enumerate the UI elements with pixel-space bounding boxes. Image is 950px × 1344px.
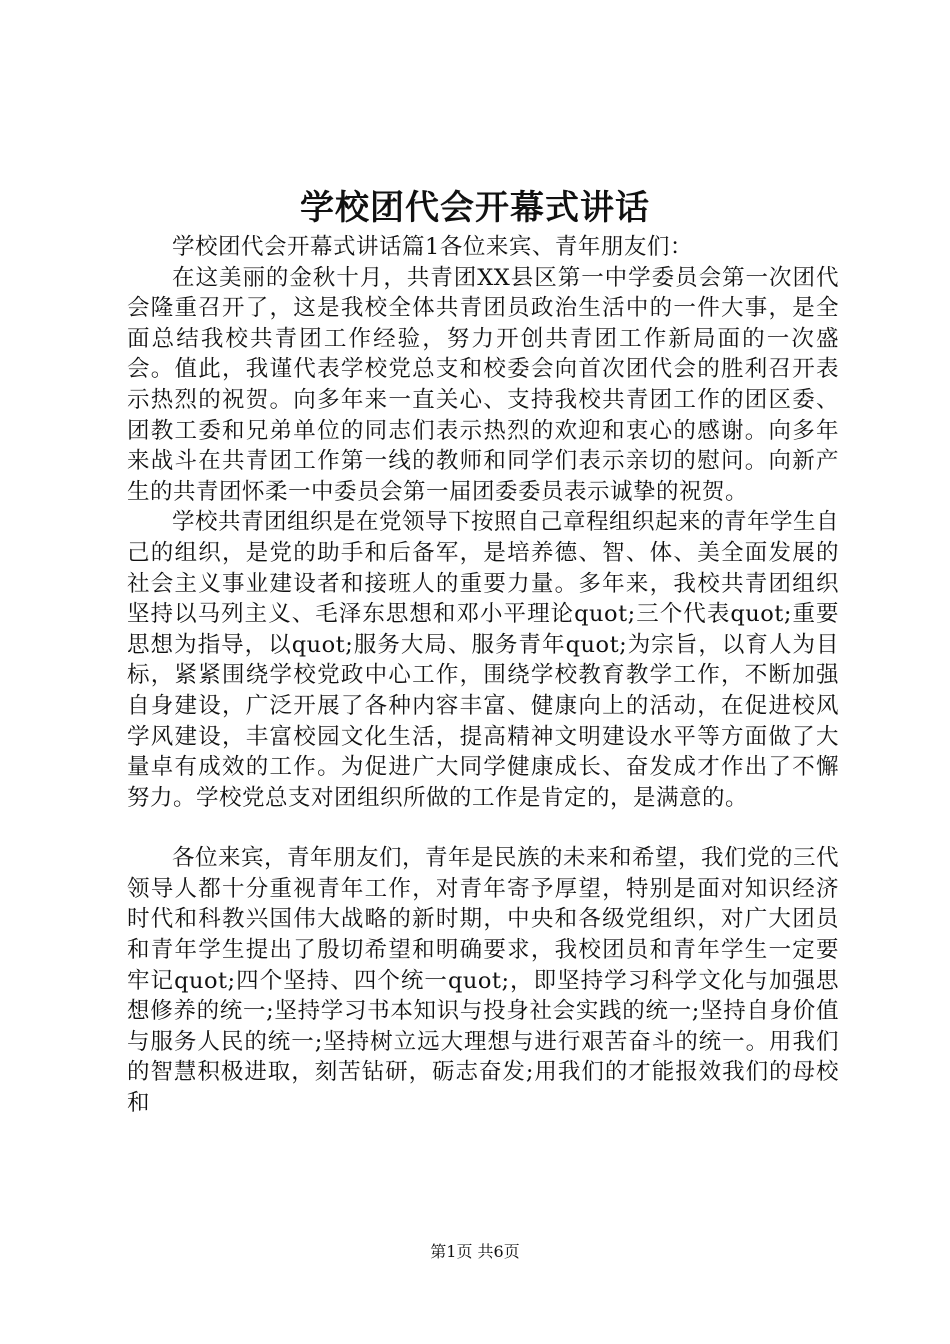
paragraph-achievements: 学校共青团组织是在党领导下按照自己章程组织起来的青年学生自己的组织，是党的助手和后备军，是培养德、智、体、美全面发展的社会主义事业建设者和接班人的重要力量。多年来，我校共青团组织坚持以马列主义、毛泽东思想和邓小平理论quot;三个代表quot;重要思想为指导，以quot;服务大局、服务青年quot;为宗旨，以育人为目标，紧紧围绕学校党政中心工作，围绕学校教育教学工作，不断加强自身建设，广泛开展了各种内容丰富、健康向上的活动，在促进校风学风建设，丰富校园文化生活，提高精神文明建设水平等方面做了大量卓有成效的工作。为促进广大同学健康成长、奋发成才作出了不懈努力。学校党总支对团组织所做的工作是肯定的，是满意的。 — [127, 509, 840, 811]
document-body — [127, 232, 839, 1119]
page-title: 学校团代会开幕式讲话 — [300, 188, 650, 228]
page-number: 第1页 共6页 — [430, 1242, 520, 1261]
paragraph-opening: 在这美丽的金秋十月，共青团XX县区第一中学委员会第一次团代会隆重召开了，这是我校全体共青团员政治生活中的一件大事，是全面总结我校共青团工作经验，努力开创共青团工作新局面的一次盛会。值此，我谨代表学校党总支和校委会向首次团代会的胜利召开表示热烈的祝贺。向多年来一直关心、支持我校共青团工作的团区委、团教工委和兄弟单位的同志们表示热烈的欢迎和衷心的感谢。向多年来战斗在共青团工作第一线的教师和同学们表示亲切的慰问。向新产生的共青团怀柔一中委员会第一届团委委员表示诚挚的祝贺。 — [127, 264, 839, 505]
paragraph-greeting: 学校团代会开幕式讲话篇1各位来宾、青年朋友们： — [172, 234, 693, 260]
paragraph-expectations: 各位来宾，青年朋友们，青年是民族的未来和希望，我们党的三代领导人都十分重视青年工作，对青年寄予厚望，特别是面对知识经济时代和科教兴国伟大战略的新时期，中央和各级党组织，对广大团员和青年学生提出了殷切希望和明确要求，我校团员和青年学生一定要牢记quot;四个坚持、四个统一quot;，即坚持学习科学文化与加强思想修养的统一;坚持学习书本知识与投身社会实践的统一;坚持自身价值与服务人民的统一;坚持树立远大理想与进行艰苦奋斗的统一。用我们的智慧积极进取，刻苦钻研，砺志奋发;用我们的才能报效我们的母校和 — [127, 845, 840, 1117]
